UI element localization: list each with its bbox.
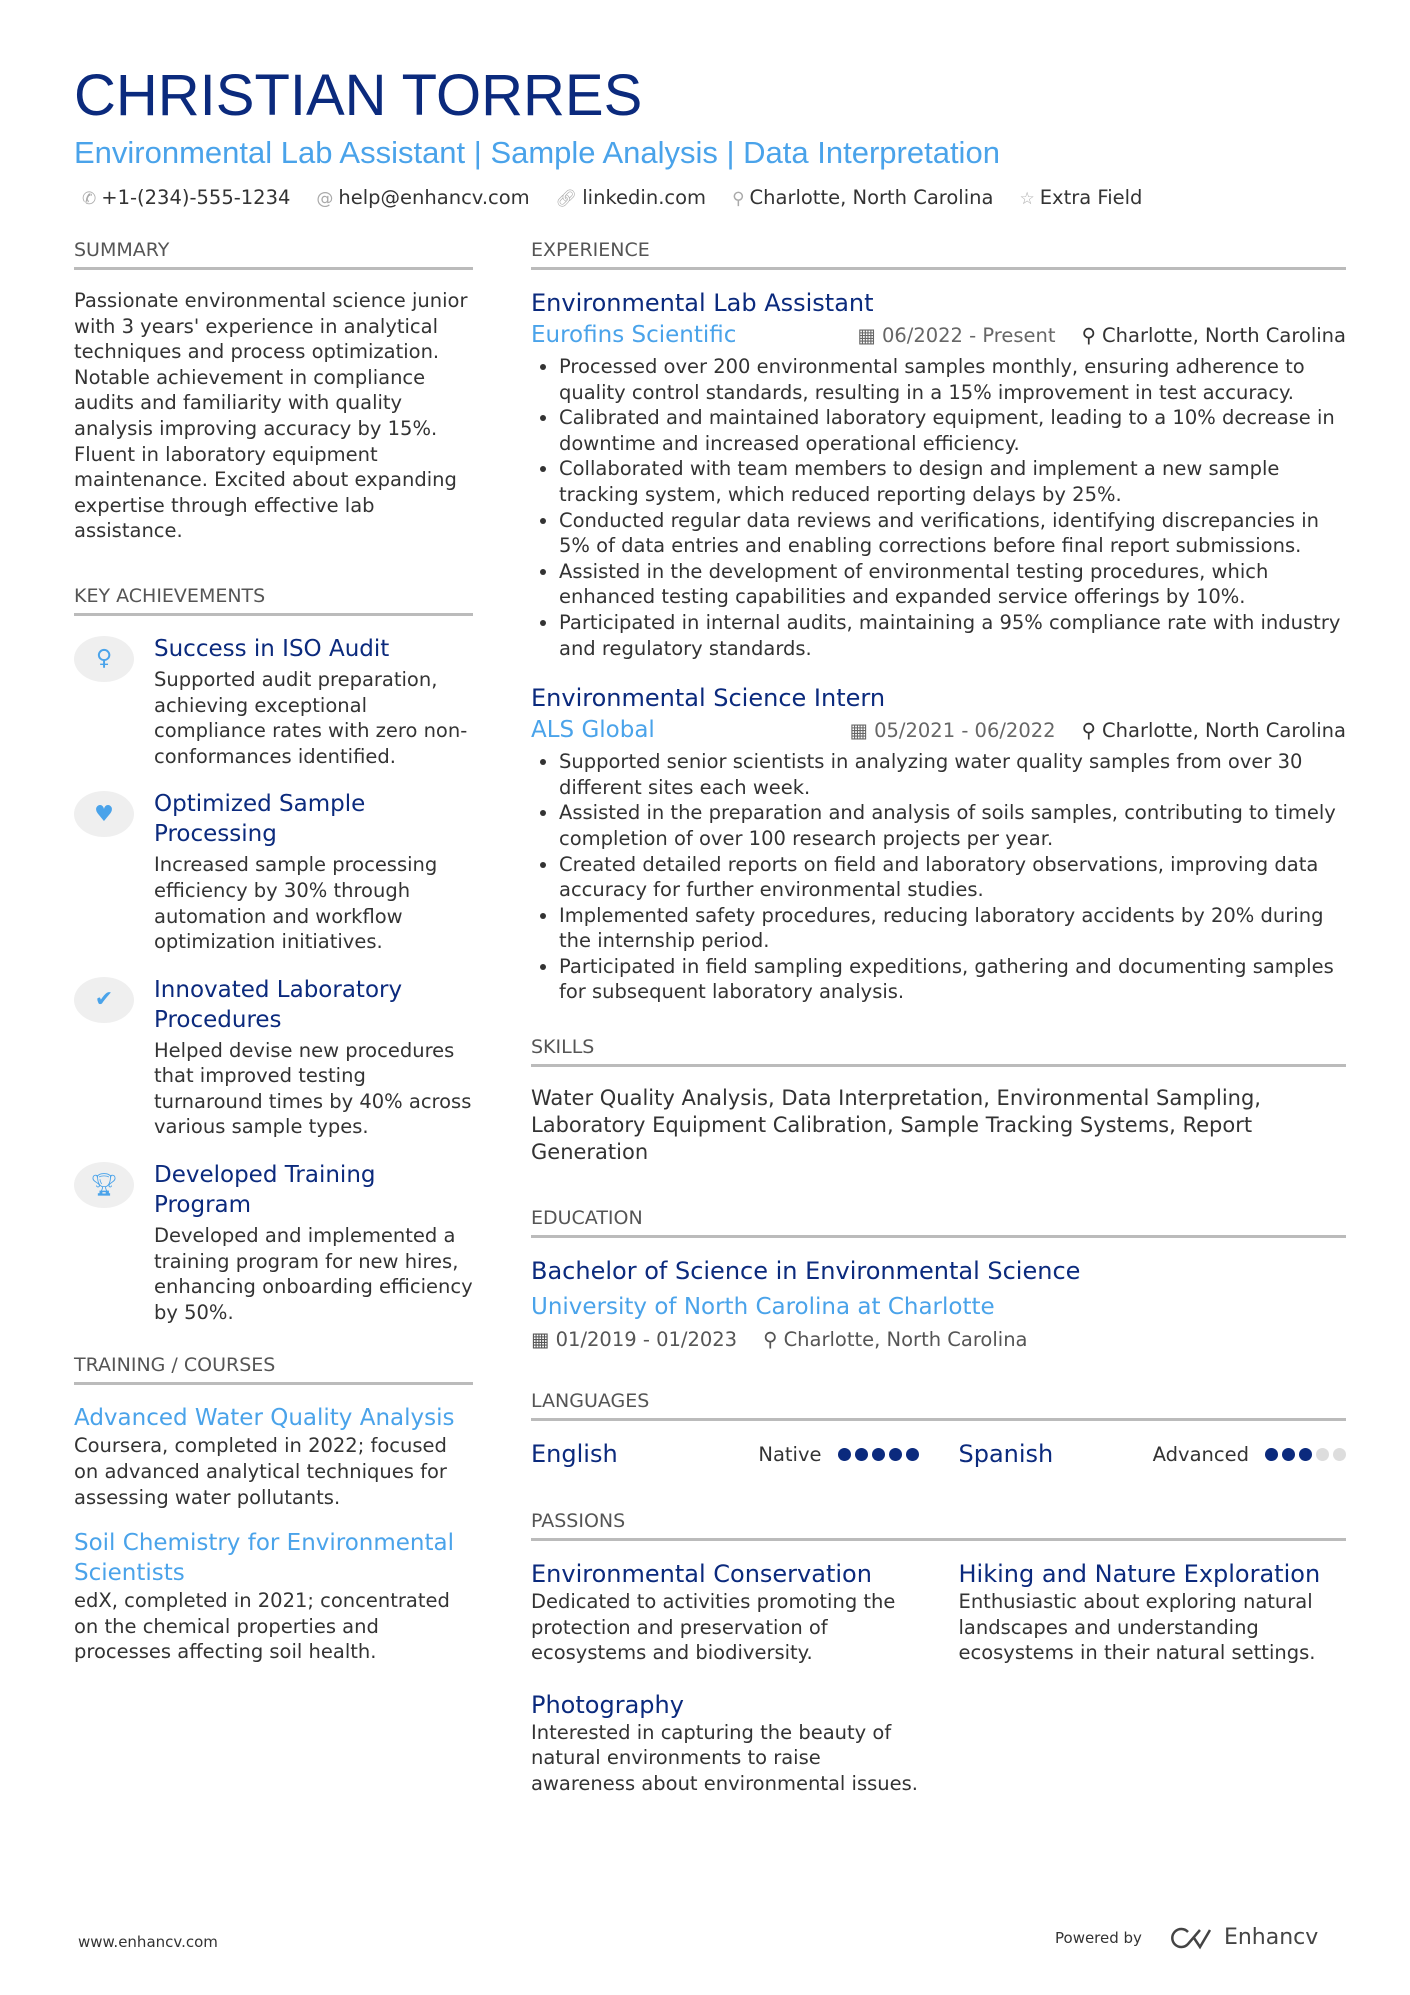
job-location: ⚲ Charlotte, North Carolina <box>1081 718 1346 742</box>
heart-icon: ♥ <box>74 791 134 837</box>
bullet: • Calibrated and maintained laboratory equipment, leading to a 10% decrease in downtime and increased operational efficiency. <box>559 405 1346 456</box>
location-icon: ⚲ <box>1081 323 1103 347</box>
course-text: edX, completed in 2021; concentrated on the chemical properties and processes affecting soil health. <box>74 1589 450 1664</box>
rating-dot-empty <box>1316 1448 1329 1461</box>
passion-title: Photography <box>531 1690 684 1719</box>
at-icon: @ <box>316 189 334 209</box>
section-heading: SKILLS <box>531 1035 1346 1067</box>
enhancv-logo[interactable]: Enhancv <box>1168 1925 1318 1950</box>
resume-header <box>74 62 1142 209</box>
passion-text: Enthusiastic about exploring natural landscapes and understanding ecosystems in their natural settings. <box>958 1590 1316 1665</box>
job-dates: ▦ 05/2021 - 06/2022 <box>849 718 1056 742</box>
rating-dot-empty <box>1333 1448 1346 1461</box>
language-name: Spanish <box>958 1440 1054 1469</box>
passion-item <box>531 1690 919 1797</box>
bullet: • Assisted in the development of environmental testing procedures, which enhanced testing capabilities and expanded service offerings by 10%. <box>559 559 1346 610</box>
rating-dots <box>1265 1448 1346 1461</box>
skills-text: Water Quality Analysis, Data Interpretation, Environmental Sampling, Laboratory Equipment Calibration, Sample Tracking Systems, Report Generation <box>531 1086 1261 1165</box>
edu-location: ⚲ Charlotte, North Carolina <box>763 1328 1028 1352</box>
edu-dates: ▦ 01/2019 - 01/2023 <box>531 1328 738 1352</box>
bullet: • Participated in field sampling expeditions, gathering and documenting samples for subsequent laboratory analysis. <box>559 954 1346 1005</box>
bullet: • Created detailed reports on field and laboratory observations, improving data accuracy for further environmental studies. <box>559 852 1346 903</box>
candidate-title: Environmental Lab Assistant | Sample Analysis | Data Interpretation <box>74 135 1000 170</box>
passion-item <box>531 1559 919 1666</box>
footer-powered <box>1055 1925 1318 1950</box>
bullet: • Conducted regular data reviews and verifications, identifying discrepancies in 5% of data entries and enabling corrections before final report submissions. <box>559 508 1346 559</box>
languages-section <box>531 1389 1346 1469</box>
passion-title: Hiking and Nature Exploration <box>958 1560 1321 1589</box>
rating-dot-filled <box>906 1448 919 1461</box>
job-role: Environmental Science Intern <box>531 684 886 713</box>
contact-extra: ☆ Extra Field <box>1019 186 1143 209</box>
achievement-text: Increased sample processing efficiency by 30% through automation and workflow optimization initiatives. <box>154 853 438 954</box>
location-icon: ⚲ <box>1081 718 1103 742</box>
job-bullets <box>531 749 1346 1005</box>
rating-dot-filled <box>1282 1448 1295 1461</box>
rating-dots <box>838 1448 919 1461</box>
summary-text: Passionate environmental science junior with 3 years' experience in analytical techniques and process optimization. Notable achievement in compliance audits and familiarity with quality analysis improving accuracy by 15%. Fluent in laboratory equipment maintenance. Excited about expanding expertise through effective lab assistance. <box>74 289 468 543</box>
passion-text: Interested in capturing the beauty of natural environments to raise awareness about environmental issues. <box>531 1720 918 1796</box>
language-item <box>531 1439 919 1469</box>
summary-section <box>74 238 473 544</box>
section-heading: SUMMARY <box>74 238 473 270</box>
calendar-icon: ▦ <box>531 1328 556 1352</box>
bullet: • Assisted in the preparation and analysis of soils samples, contributing to timely completion of over 100 research projects per year. <box>559 800 1346 851</box>
contact-list <box>74 186 1142 209</box>
section-heading: TRAINING / COURSES <box>74 1353 473 1385</box>
contact-linkedin[interactable]: 🔗︎ linkedin.com <box>555 186 707 209</box>
passion-text: Dedicated to activities promoting the protection and preservation of ecosystems and biodiversity. <box>531 1590 896 1665</box>
experience-section <box>531 238 1346 1005</box>
job-company: Eurofins Scientific <box>531 322 737 348</box>
skills-section <box>531 1035 1346 1166</box>
course-title: Advanced Water Quality Analysis <box>74 1405 455 1432</box>
rating-dot-filled <box>1265 1448 1278 1461</box>
star-icon: ☆ <box>1019 189 1035 209</box>
bullet: • Collaborated with team members to design and implement a new sample tracking system, which reduced reporting delays by 25%. <box>559 456 1346 507</box>
section-heading: LANGUAGES <box>531 1389 1346 1421</box>
bullet: • Participated in internal audits, maintaining a 95% compliance rate with industry and regulatory standards. <box>559 610 1346 661</box>
passion-title: Environmental Conservation <box>531 1560 872 1589</box>
job-entry <box>531 288 1346 661</box>
contact-email[interactable]: @ help@enhancv.com <box>316 186 530 209</box>
achievement-title: Success in ISO Audit <box>154 635 390 662</box>
language-name: English <box>531 1440 618 1469</box>
language-level: Native <box>758 1442 822 1466</box>
course-title: Soil Chemistry for Environmental Scientists <box>74 1530 455 1587</box>
right-column <box>531 238 1346 1827</box>
achievement-text: Developed and implemented a training program for new hires, enhancing onboarding efficiency by 50%. <box>154 1224 473 1324</box>
course-text: Coursera, completed in 2022; focused on advanced analytical techniques for assessing water pollutants. <box>74 1434 447 1509</box>
school: University of North Carolina at Charlotte <box>531 1294 995 1321</box>
achievement-text: Helped devise new procedures that improved testing turnaround times by 40% across various sample types. <box>154 1038 472 1139</box>
check-icon: ✔ <box>74 977 134 1023</box>
bullet: • Processed over 200 environmental samples monthly, ensuring adherence to quality control standards, resulting in a 15% improvement in test accuracy. <box>559 354 1346 405</box>
lightbulb-icon: ♀ <box>74 636 134 682</box>
job-location: ⚲ Charlotte, North Carolina <box>1081 323 1346 347</box>
rating-dot-filled <box>838 1448 851 1461</box>
link-icon: 🔗︎ <box>555 189 578 209</box>
contact-phone: ✆ +1-(234)-555-1234 <box>82 186 291 209</box>
achievement-item <box>74 789 473 954</box>
achievement-item <box>74 634 473 769</box>
course-item <box>74 1528 473 1665</box>
section-heading: PASSIONS <box>531 1509 1346 1541</box>
bullet: • Supported senior scientists in analyzing water quality samples from over 30 different sites each week. <box>559 749 1346 800</box>
section-heading: EDUCATION <box>531 1206 1346 1238</box>
achievement-item <box>74 975 473 1140</box>
powered-by-label: Powered by <box>1055 1928 1142 1947</box>
job-role: Environmental Lab Assistant <box>531 289 874 317</box>
rating-dot-filled <box>872 1448 885 1461</box>
enhancv-logo-icon <box>1168 1926 1214 1950</box>
achievement-title: Developed Training Program <box>154 1162 376 1219</box>
trophy-icon: 🏆︎ <box>74 1162 134 1208</box>
rating-dot-filled <box>889 1448 902 1461</box>
phone-icon: ✆ <box>82 189 97 209</box>
job-entry <box>531 683 1346 1005</box>
passions-section <box>531 1509 1346 1797</box>
bullet: • Implemented safety procedures, reducing laboratory accidents by 20% during the internship period. <box>559 903 1346 954</box>
location-icon: ⚲ <box>763 1328 784 1352</box>
section-heading: EXPERIENCE <box>531 238 1346 270</box>
degree: Bachelor of Science in Environmental Science <box>531 1257 1081 1286</box>
job-bullets <box>531 354 1346 661</box>
rating-dot-filled <box>1299 1448 1312 1461</box>
footer-website[interactable]: www.enhancv.com <box>78 1933 218 1951</box>
candidate-name: CHRISTIAN TORRES <box>74 63 643 128</box>
location-icon: ⚲ <box>732 189 745 209</box>
contact-location: ⚲ Charlotte, North Carolina <box>732 186 994 209</box>
course-item <box>74 1403 473 1510</box>
left-column <box>74 238 473 1695</box>
achievement-item <box>74 1160 473 1325</box>
achievement-title: Optimized Sample Processing <box>154 791 366 848</box>
job-dates: ▦ 06/2022 - Present <box>857 323 1056 347</box>
calendar-icon: ▦ <box>857 323 882 347</box>
section-heading: KEY ACHIEVEMENTS <box>74 584 473 616</box>
rating-dot-filled <box>855 1448 868 1461</box>
language-item <box>959 1439 1347 1469</box>
achievement-title: Innovated Laboratory Procedures <box>154 976 403 1033</box>
achievement-text: Supported audit preparation, achieving exceptional compliance rates with zero non-conformances identified. <box>154 667 468 768</box>
passion-item <box>959 1559 1347 1666</box>
job-company: ALS Global <box>531 717 655 744</box>
language-level: Advanced <box>1152 1442 1249 1466</box>
calendar-icon: ▦ <box>849 718 875 742</box>
training-section <box>74 1353 473 1665</box>
achievements-section <box>74 584 473 1326</box>
education-section <box>531 1206 1346 1351</box>
